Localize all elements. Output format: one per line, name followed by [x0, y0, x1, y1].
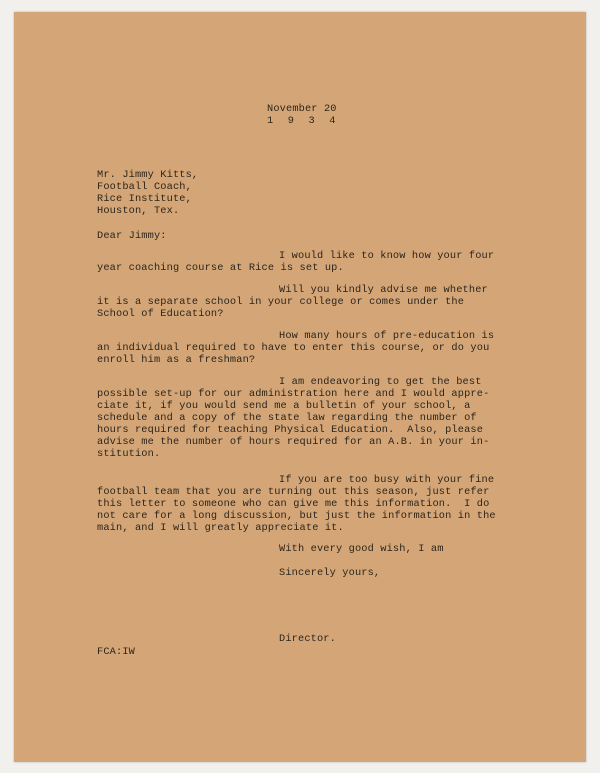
paragraph-4-line-4: schedule and a copy of the state law regarding the number of: [97, 412, 477, 424]
closing-wish: With every good wish, I am: [279, 543, 444, 555]
paragraph-4-line-7: stitution.: [97, 448, 161, 460]
paragraph-5-line-2: football team that you are turning out this season, just refer: [97, 486, 490, 498]
paragraph-5-line-1: If you are too busy with your fine: [279, 474, 495, 486]
paragraph-5-line-4: not care for a long discussion, but just the information in the: [97, 510, 496, 522]
complimentary-close: Sincerely yours,: [279, 567, 381, 579]
paragraph-1-line-1: I would like to know how your four: [279, 250, 495, 262]
paragraph-3-line-1: How many hours of pre-education is: [279, 330, 495, 342]
paragraph-2-line-2: it is a separate school in your college or comes under the: [97, 296, 465, 308]
paragraph-3-line-2: an individual required to have to enter this course, or do you: [97, 342, 490, 354]
paragraph-5-line-5: main, and I will greatly appreciate it.: [97, 522, 344, 534]
paragraph-4-line-5: hours required for teaching Physical Education. Also, please: [97, 424, 484, 436]
paragraph-4-line-1: I am endeavoring to get the best: [279, 376, 482, 388]
salutation: Dear Jimmy:: [97, 230, 167, 242]
paragraph-5-line-3: this letter to someone who can give me this information. I do: [97, 498, 490, 510]
address-line-2: Football Coach,: [97, 181, 192, 193]
paragraph-4-line-2: possible set-up for our administration here and I would appre-: [97, 388, 490, 400]
address-line-1: Mr. Jimmy Kitts,: [97, 169, 199, 181]
paragraph-3-line-3: enroll him as a freshman?: [97, 354, 256, 366]
paragraph-1-line-2: year coaching course at Rice is set up.: [97, 262, 344, 274]
paragraph-4-line-3: ciate it, if you would send me a bulletin of your school, a: [97, 400, 471, 412]
address-line-3: Rice Institute,: [97, 193, 192, 205]
paragraph-4-line-6: advise me the number of hours required for an A.B. in your in-: [97, 436, 490, 448]
paragraph-2-line-3: School of Education?: [97, 308, 224, 320]
address-line-4: Houston, Tex.: [97, 205, 180, 217]
typist-initials: FCA:IW: [97, 646, 135, 658]
letter-date-line2: 1 9 3 4: [267, 115, 340, 127]
paragraph-2-line-1: Will you kindly advise me whether: [279, 284, 488, 296]
letter-date-line1: November 20: [267, 103, 337, 115]
signature-title: Director.: [279, 633, 336, 645]
